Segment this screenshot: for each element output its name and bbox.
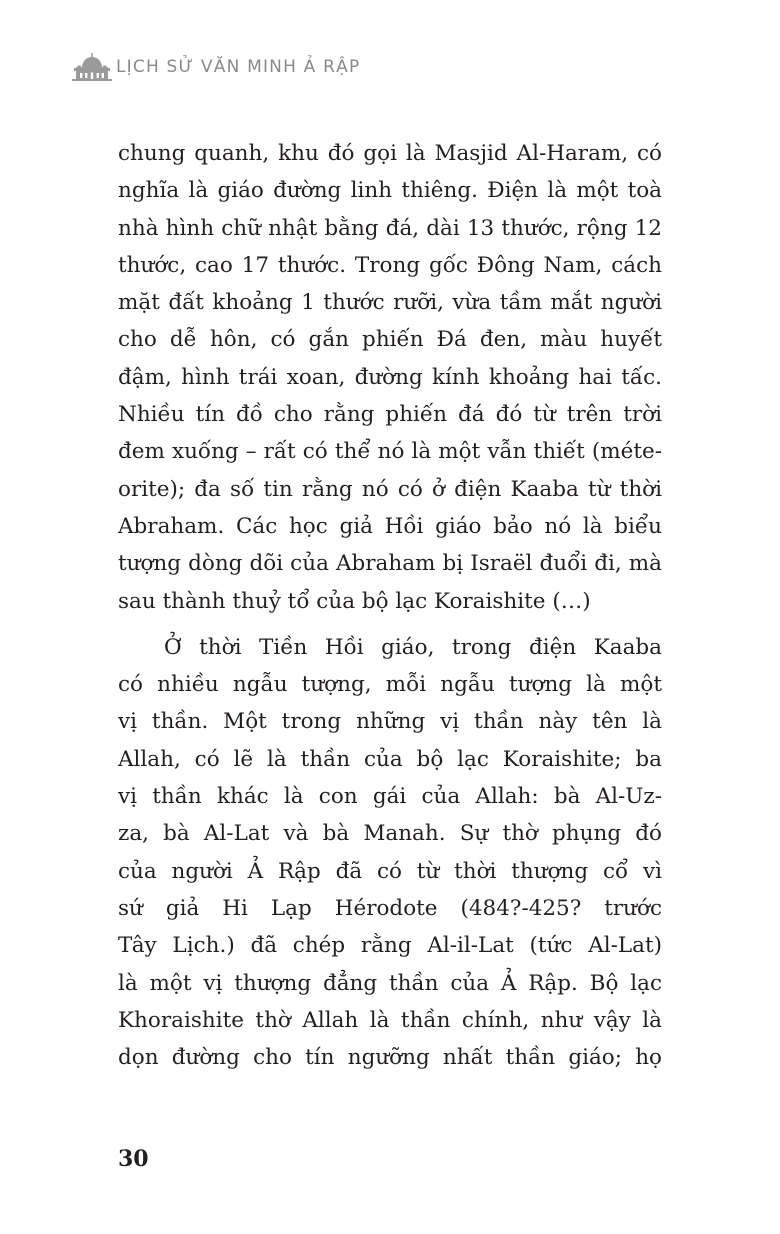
running-header-title: LỊCH SỬ VĂN MINH Ả RẬP	[116, 57, 361, 77]
text-line: tượng dòng dõi của Abraham bị Israël đuổi đi, mà	[118, 551, 662, 577]
text-line: dọn đường cho tín ngưỡng nhất thần giáo; họ	[118, 1045, 662, 1071]
text-line: mặt đất khoảng 1 thước rưỡi, vừa tầm mắt người	[118, 290, 662, 316]
page-number: 30	[118, 1146, 149, 1172]
text-line: Abraham. Các học giả Hồi giáo bảo nó là biểu	[118, 513, 662, 539]
text-line: cho dễ hôn, có gắn phiến Đá đen, màu huyết	[118, 327, 662, 353]
text-line: Tây Lịch.) đã chép rằng Al-il-Lat (tức Al-Lat)	[118, 933, 662, 959]
paragraph	[118, 135, 662, 620]
running-header	[72, 52, 360, 82]
text-line: của người Ả Rập đã có từ thời thượng cổ vì	[118, 858, 662, 884]
body-text	[118, 135, 662, 1076]
text-line: có nhiều ngẫu tượng, mỗi ngẫu tượng là một	[118, 672, 662, 698]
mosque-dome-icon	[72, 53, 112, 81]
text-line: sau thành thuỷ tổ của bộ lạc Koraishite (…)	[118, 588, 591, 614]
text-line: Khoraishite thờ Allah là thần chính, như vậy là	[118, 1007, 662, 1033]
text-line: chung quanh, khu đó gọi là Masjid Al-Haram, có	[118, 141, 662, 166]
text-line: Allah, có lẽ là thần của bộ lạc Koraishite; ba	[118, 746, 662, 772]
text-line: đem xuống – rất có thể nó là một vẫn thiết (méte-	[118, 439, 662, 465]
text-line: Ở thời Tiền Hồi giáo, trong điện Kaaba	[164, 634, 662, 660]
text-line: vị thần. Một trong những vị thần này tên là	[118, 709, 662, 735]
text-line: Nhiều tín đồ cho rằng phiến đá đó từ trên trời	[118, 402, 662, 428]
text-line: đậm, hình trái xoan, đường kính khoảng hai tấc.	[118, 364, 662, 390]
text-line: vị thần khác là con gái của Allah: bà Al-Uz-	[118, 784, 662, 810]
text-line: thước, cao 17 thước. Trong gốc Đông Nam, cách	[118, 252, 662, 278]
paragraph	[118, 629, 662, 1077]
text-line: là một vị thượng đẳng thần của Ả Rập. Bộ lạc	[118, 970, 662, 996]
text-line: sứ giả Hi Lạp Hérodote (484?-425? trước	[118, 895, 662, 921]
text-line: orite); đa số tin rằng nó có ở điện Kaaba từ thời	[118, 476, 662, 502]
text-line: nhà hình chữ nhật bằng đá, dài 13 thước, rộng 12	[118, 215, 662, 241]
text-line: nghĩa là giáo đường linh thiêng. Điện là một toà	[118, 178, 662, 204]
text-line: za, bà Al-Lat và bà Manah. Sự thờ phụng đó	[118, 821, 662, 847]
paragraph-spacer	[118, 620, 662, 629]
